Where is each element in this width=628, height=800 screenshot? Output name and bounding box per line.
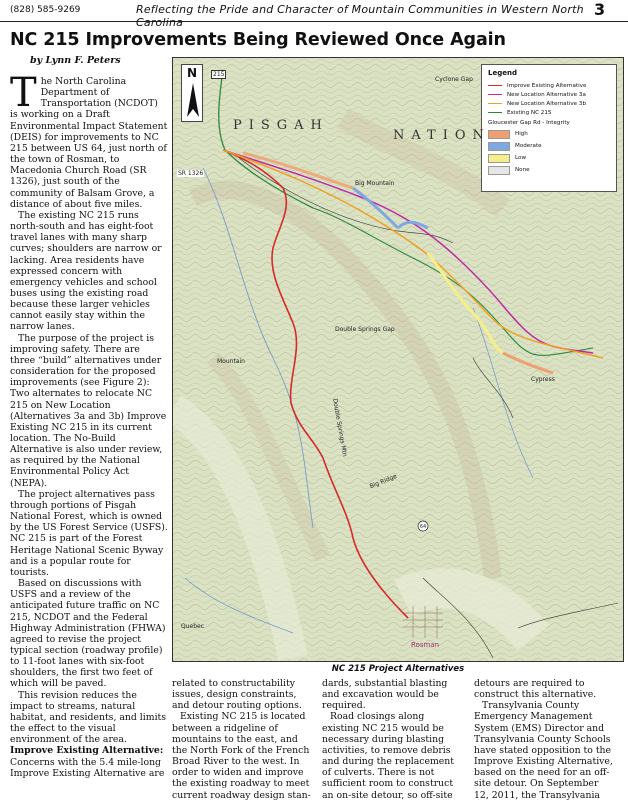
map-label-route-215: 215 (213, 71, 225, 78)
header-tagline: Reflecting the Pride and Character of Mountain Communities in Western North Carolina (136, 3, 584, 29)
paragraph: This revision reduces the impact to streams, natural habitat, and residents, and limits the effect to the visual environment of the area. (10, 689, 167, 746)
map-label-nation: NATION (393, 128, 491, 143)
page-header (0, 0, 628, 29)
project-map (172, 57, 624, 662)
legend-box-item: None (488, 164, 610, 176)
map-label-big-mountain: Big Mountain (355, 180, 395, 187)
map-label-pisgah: PISGAH (233, 118, 329, 133)
article-column-3 (322, 678, 464, 800)
paragraph: Improve Existing Alternative: Concerns with the 5.4 mile-long Improve Existing Alternative are (10, 745, 165, 779)
legend-title: Legend (488, 69, 517, 77)
paragraph: Road closings along existing NC 215 would be necessary during blasting activities, to remove debris and during the replacement of culverts. There is not sufficient room to construct an on-site detour, so off-site (322, 711, 455, 800)
north-label: N (186, 66, 198, 80)
map-label-double-springs-gap: Double Springs Gap (335, 326, 395, 333)
map-legend (481, 64, 617, 192)
paragraph: The existing NC 215 runs north-south and has eight-foot travel lanes with many sharp curves; shoulders are narrow or lacking. Area residents have expressed concern with emergency vehicles and school buses using the existing road because these larger vehicles cannot easily stay within the narrow lanes. (10, 209, 162, 333)
north-arrow-icon (183, 81, 203, 121)
article-headline: NC 215 Improvements Being Reviewed Once Again (10, 30, 506, 50)
paragraph: Based on discussions with USFS and a review of the anticipated future traffic on NC 215, NCDOT and the Federal Highway Administration (FHWA) agreed to revise the project typical section (roadway profile) to 11-foot lanes with six-foot shoulders, the first two feet of which will be paved. (10, 578, 166, 690)
paragraph: related to constructability issues, design constraints, and detour routing options. (172, 678, 302, 712)
map-label-big-ridge: Big Ridge (368, 472, 398, 491)
legend-box-item: High (488, 128, 610, 140)
map-label-cypress: Cypress (531, 376, 555, 383)
paragraph: Existing NC 215 is located between a ridgeline of mountains to the east, and the North Fork of the French Broad River to the west. In order to widen and improve the existing roadway to meet current roadway design stan- (172, 711, 311, 800)
article-column-4 (474, 678, 616, 800)
article-byline: by Lynn F. Peters (30, 55, 121, 66)
paragraph: dards, substantial blasting and excavation would be required. (322, 678, 448, 712)
legend-box-item: Moderate (488, 140, 610, 152)
header-phone: (828) 585-9269 (10, 5, 81, 15)
map-caption: NC 215 Project Alternatives (331, 664, 465, 674)
map-label-cyclone-gap: Cyclone Gap (435, 76, 473, 83)
article-column-1 (10, 70, 168, 779)
drop-cap: T (10, 70, 37, 116)
legend-box-item: Low (488, 152, 610, 164)
paragraph: Transylvania County Emergency Management System (EMS) Director and Transylvania County Schools have stated opposition to the Improve Existing Alternative, based on the need for an off-site detour. On September 12, 2011, the Transylvania (474, 700, 613, 800)
paragraph: The purpose of the project is improving safety. There are three “build” alternatives under consideration for the proposed improvements (see Figure 2): Two alternates to relocate NC 215 on New Location (Alternatives 3a and 3b) Improve Existing NC 215 in its current location. The No-Build Alternative is also under review, as required by the National Environmental Policy Act (NEPA). (10, 332, 167, 489)
legend-line-item: New Location Alternative 3a (488, 90, 610, 99)
map-label-route-64: 64 (419, 524, 427, 530)
north-arrow (181, 64, 203, 122)
map-label-mountain: Mountain (217, 358, 245, 365)
legend-line-item: Improve Existing Alternative (488, 81, 610, 90)
paragraph: The project alternatives pass through portions of Pisgah National Forest, which is owned by the US Forest Service (USFS). NC 215 is part of the Forest Heritage National Scenic Byway and is a popular route for tourists. (10, 488, 168, 578)
map-label-rosman: Rosman (411, 641, 440, 649)
map-label-sr1326: SR 1326 (178, 170, 204, 177)
paragraph: The North Carolina Department of Transportation (NCDOT) is working on a Draft Environmental Impact Statement (DEIS) for improvements to NC 215 between US 64, just north of the town of Rosman, to Macedonia Church Road (SR 1326), just south of the community of Balsam Grove, a distance of about five miles. (10, 70, 168, 210)
article-column-2 (172, 678, 314, 800)
map-label-double-springs-mtn: Double Springs Mtn (331, 398, 349, 458)
legend-line-item: New Location Alternative 3b (488, 99, 610, 108)
legend-subtitle: Gloucester Gap Rd - Integrity (488, 120, 570, 126)
map-label-quebec: Quebec (181, 623, 205, 630)
page-number: 3 (594, 0, 606, 19)
subhead: Improve Existing Alternative: (10, 745, 164, 757)
legend-line-item: Existing NC 215 (488, 108, 610, 117)
paragraph: detours are required to construct this alternative. (474, 678, 597, 701)
